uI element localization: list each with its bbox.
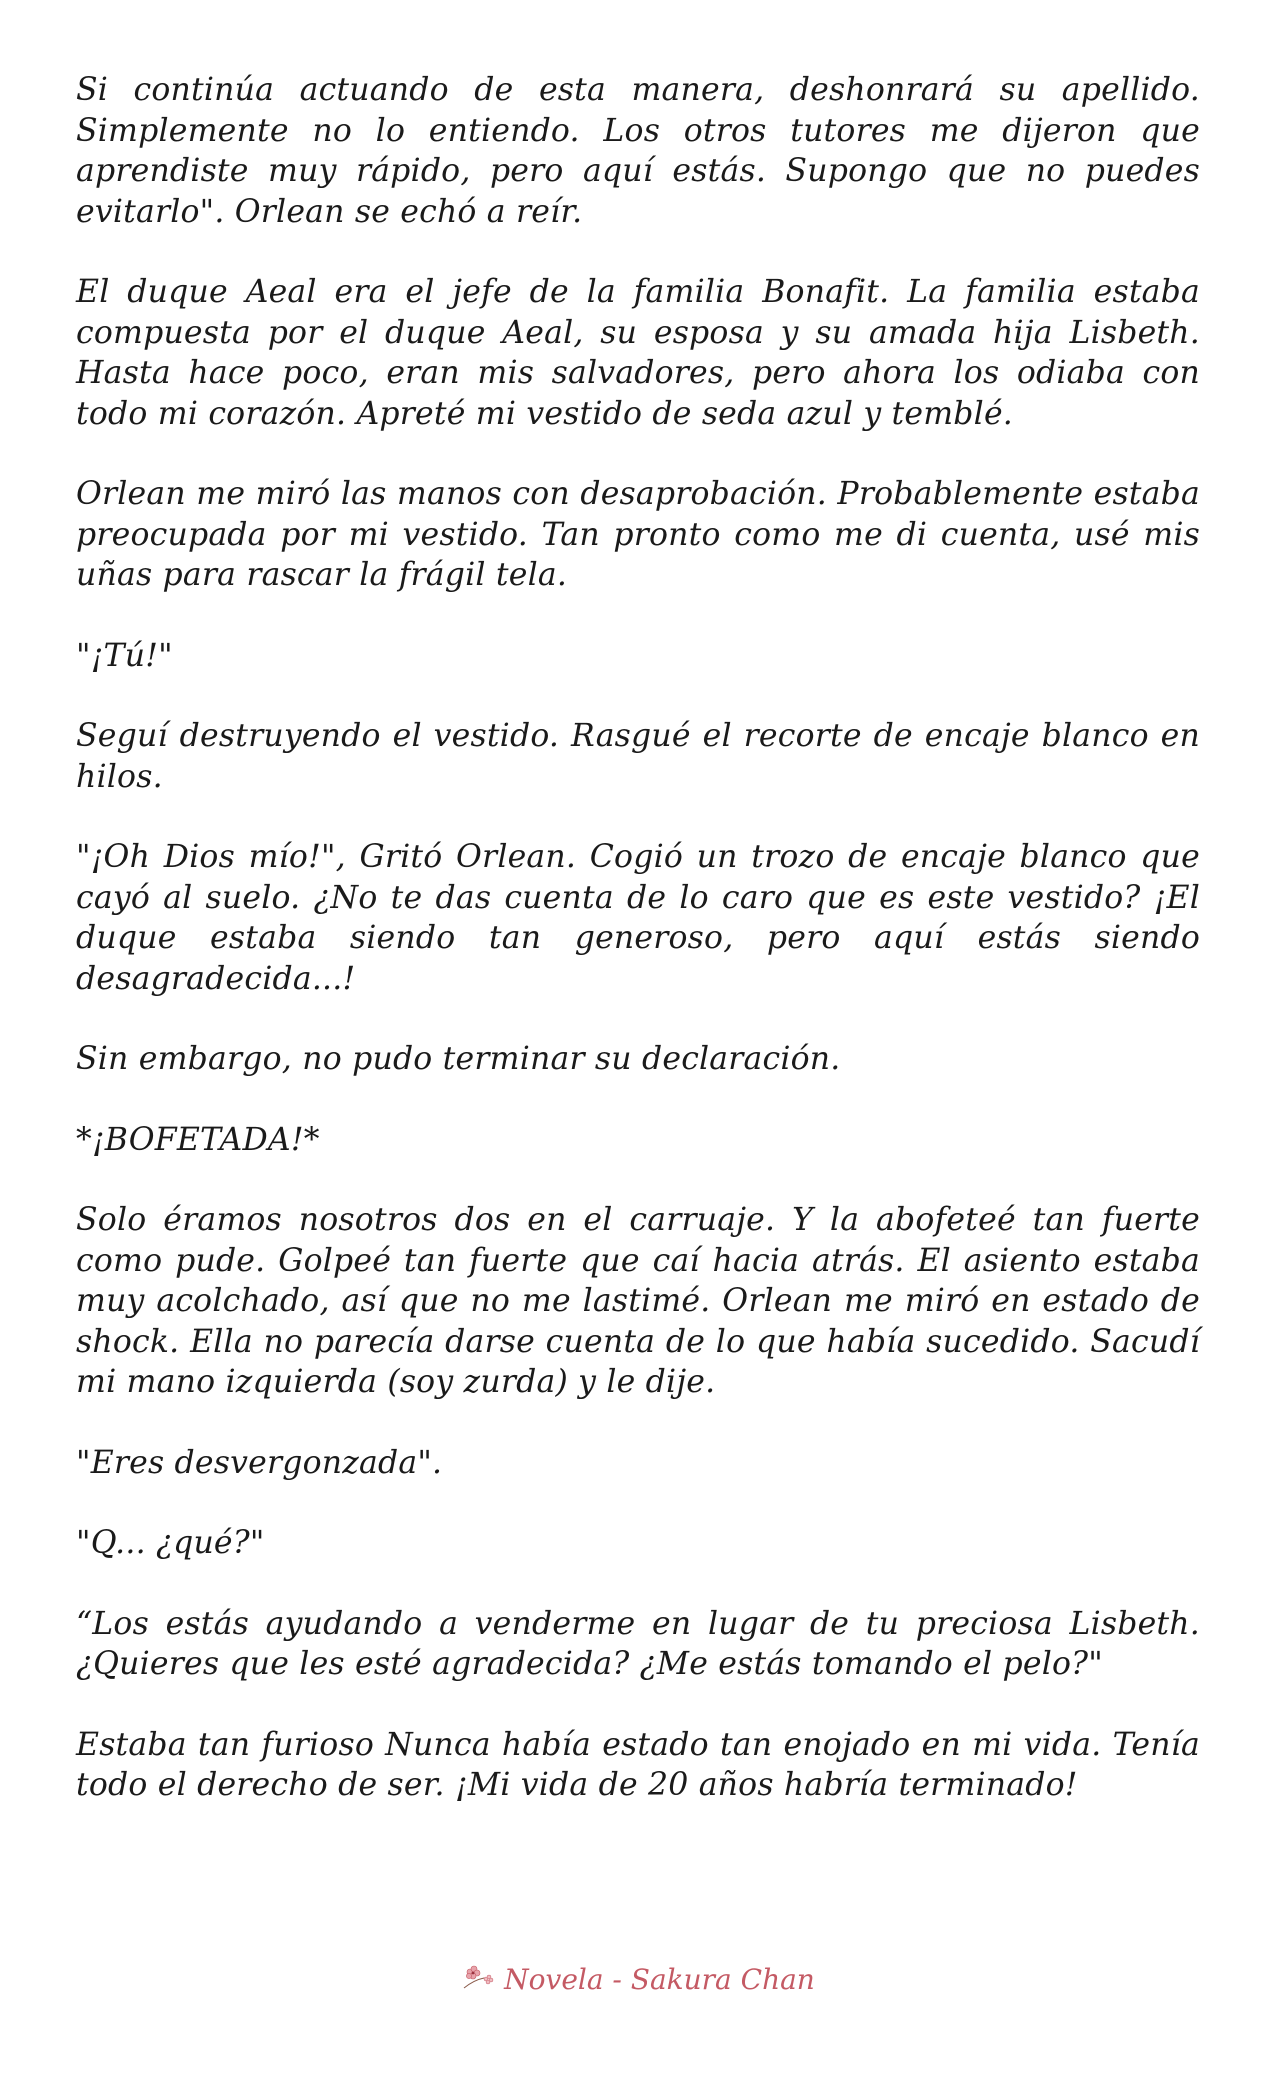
paragraph: "¡Tú!" [76, 637, 173, 674]
paragraph: *¡BOFETADA!* [76, 1121, 320, 1158]
text-column [76, 70, 1200, 1846]
paragraph: “Los estás ayudando a venderme en lugar de tu preciosa Lisbeth. ¿Quieres que les esté agradecida? ¿Me estás tomando el pelo?" [76, 1605, 1200, 1682]
paragraph: Solo éramos nosotros dos en el carruaje. Y la abofeteé tan fuerte como pude. Golpeé tan fuerte que caí hacia atrás. El asiento estaba muy acolchado, así que no me lastimé. Orlean me miró en estado de shock. Ella no parecía darse cuenta de lo que había sucedido. Sacudí mi mano izquierda (soy zurda) y le dije. [76, 1202, 1200, 1400]
paragraph: "Eres desvergonzada". [76, 1444, 443, 1481]
paragraph: Estaba tan furioso Nunca había estado tan enojado en mi vida. Tenía todo el derecho de ser. ¡Mi vida de 20 años habría terminado! [76, 1726, 1200, 1803]
paragraph: Orlean me miró las manos con desaprobación. Probablemente estaba preocupada por mi vestido. Tan pronto como me di cuenta, usé mis uñas para rascar la frágil tela. [76, 476, 1200, 593]
paragraph: Si continúa actuando de esta manera, deshonrará su apellido. Simplemente no lo entiendo. Los otros tutores me dijeron que aprendiste muy rápido, pero aquí estás. Supongo que no puedes evitarlo". Orlean se echó a reír. [76, 72, 1200, 230]
paragraph: "Q... ¿qué?" [76, 1525, 265, 1561]
paragraph: Seguí destruyendo el vestido. Rasgué el recorte de encaje blanco en hilos. [76, 718, 1200, 795]
paragraph: Sin embargo, no pudo terminar su declaración. [76, 1041, 841, 1077]
paragraph: El duque Aeal era el jefe de la familia Bonafit. La familia estaba compuesta por el duque Aeal, su esposa y su amada hija Lisbeth. Hasta hace poco, eran mis salvadores, pero ahora los odiaba con todo mi corazón. Apreté mi vestido de seda azul y temblé. [76, 274, 1200, 432]
paragraph: "¡Oh Dios mío!", Gritó Orlean. Cogió un trozo de encaje blanco que cayó al suelo. ¿No te das cuenta de lo caro que es este vestido? ¡El duque estaba siendo tan generoso, pero aquí estás siendo desagradecida...! [76, 839, 1200, 997]
footer-watermark [0, 1962, 1275, 2002]
footer-inner [460, 1962, 815, 1996]
footer-text: Novela - Sakura Chan [504, 1962, 815, 1996]
cherry-blossom-icon [460, 1962, 498, 1996]
